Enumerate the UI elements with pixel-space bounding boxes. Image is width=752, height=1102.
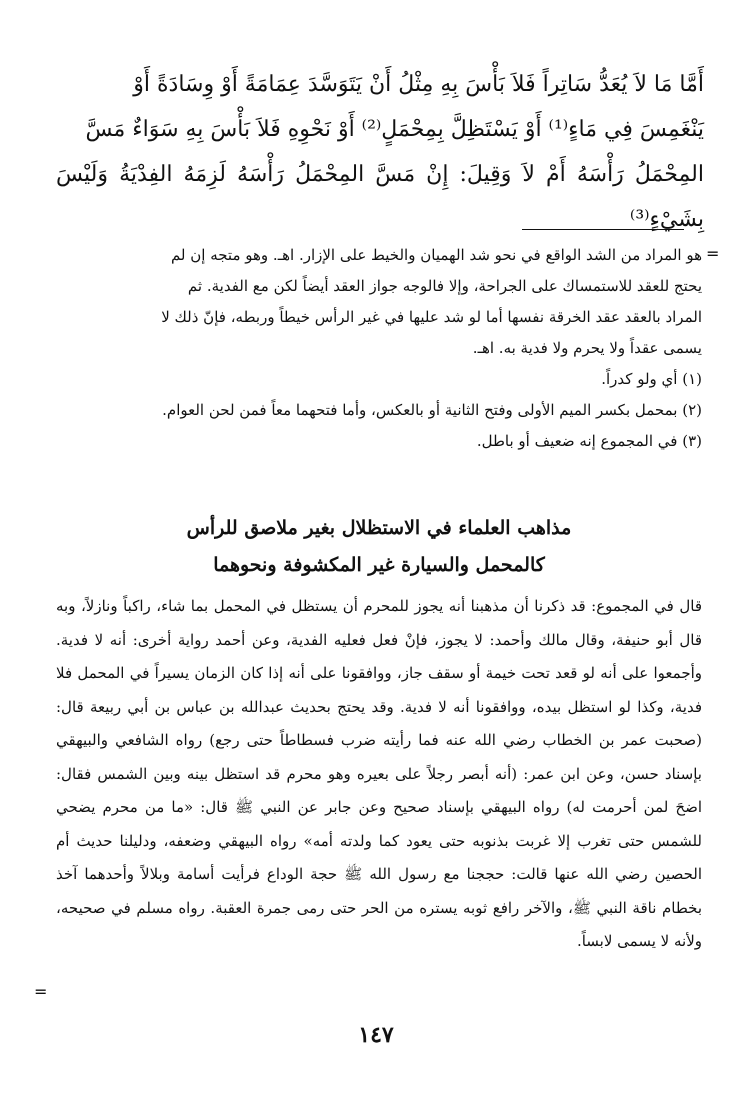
- footnote-continued-line: هو المراد من الشد الواقع في نحو شد الهميان والخيط على الإزار. اهـ. وهو متجه إن لم: [170, 246, 702, 264]
- footnote-3: (٣) في المجموع إنه ضعيف أو باطل.: [476, 432, 702, 450]
- footnote-1: (١) أي ولو كدراً.: [601, 370, 702, 388]
- footnote-continued-line: يسمى عقداً ولا يحرم ولا فدية به. اهـ.: [472, 339, 702, 357]
- verse-line: يَنْغَمِسَ فِي مَاءٍ⁽¹⁾ أَوْ يَسْتَظِلَّ بِمِحْمَلٍ⁽²⁾ أَوْ نَحْوِهِ فَلاَ بَأْسَ بِهِ سَوَاءٌ مَسَّ: [85, 117, 704, 142]
- footnotes-block: [56, 240, 702, 457]
- footnote-continued-line: يحتج للعقد للاستمساك على الجراحة، وإلا فالوجه جواز العقد أيضاً لكن مع الفدية. ثم: [187, 277, 702, 295]
- section-heading: [56, 510, 702, 584]
- continuation-mark: =: [34, 982, 48, 1001]
- main-verse-text: [56, 62, 704, 242]
- body-paragraph: قال في المجموع: قد ذكرنا أن مذهبنا أنه يجوز للمحرم أن يستظل في المحمل بما شاء، راكباً ونازلاً، وبه قال أبو حنيفة، وقال مالك وأحمد: لا يجوز، فإنْ فعل فعليه الفدية، وعن أحمد رواية أخرى: أنه لا فدية. وأجمعوا على أنه لو قعد تحت خيمة أو سقف جاز، ووافقونا على أنه إذا كان الزمان يسيراً في المحمل فلا فدية، وكذا لو استظل بيده، ووافقونا أنه لا فدية. وقد يحتج بحديث عبدالله بن عباس بن أبي ربيعة قال: (صحبت عمر بن الخطاب رضي الله عنه فما رأيته ضرب فسطاطاً حتى رجع) رواه الشافعي والبيهقي بإسناد حسن، وعن ابن عمر: (أنه أبصر رجلاً على بعيره وهو محرم قد استظل بينه وبين الشمس فقال: اضحَ لمن أحرمت له) رواه البيهقي بإسناد صحيح وعن جابر عن النبي ﷺ قال: «ما من محرم يضحي للشمس حتى تغرب إلا غربت بذنوبه حتى يعود كما ولدته أمه» رواه البيهقي وضعفه، ودليلنا حديث أم الحصين رضي الله عنها قالت: حججنا مع رسول الله ﷺ حجة الوداع فرأيت أسامة وبلالاً وأحدهما آخذ بخطام ناقة النبي ﷺ، والآخر رافع ثوبه يستره من الحر حتى رمى جمرة العقبة. رواه مسلم في صحيحه، ولأنه لا يسمى لابساً.: [56, 597, 702, 950]
- footnote-separator: [522, 229, 684, 230]
- verse-line: المِحْمَلُ رَأْسَهُ أَمْ لاَ وَقِيلَ: إِنْ مَسَّ المِحْمَلُ رَأْسَهُ لَزِمَهُ الفِدْيَةُ وَلَيْسَ بِشَيْءٍ⁽³⁾: [56, 162, 704, 232]
- section-body: [56, 590, 702, 959]
- footnote-2: (٢) بمحمل بكسر الميم الأولى وفتح الثانية أو بالعكس، وأما فتحهما معاً فمن لحن العوام.: [162, 401, 702, 419]
- verse-line: أَمَّا مَا لاَ يُعَدُّ سَاتِراً فَلاَ بَأْسَ بِهِ مِثْلُ أَنْ يَتَوَسَّدَ عِمَامَةً أَوْ وِسَادَةً أَوْ: [133, 72, 704, 97]
- page-number: ١٤٧: [358, 1022, 394, 1048]
- section-heading-line: كالمحمل والسيارة غير المكشوفة ونحوهما: [213, 554, 545, 576]
- footnote-continued-line: المراد بالعقد عقد الخرقة نفسها أما لو شد عليها في غير الرأس خيطاً وربطه، فإنّ ذلك لا: [161, 308, 702, 326]
- continuation-mark: =: [706, 244, 720, 263]
- section-heading-line: مذاهب العلماء في الاستظلال بغير ملاصق للرأس: [186, 517, 572, 539]
